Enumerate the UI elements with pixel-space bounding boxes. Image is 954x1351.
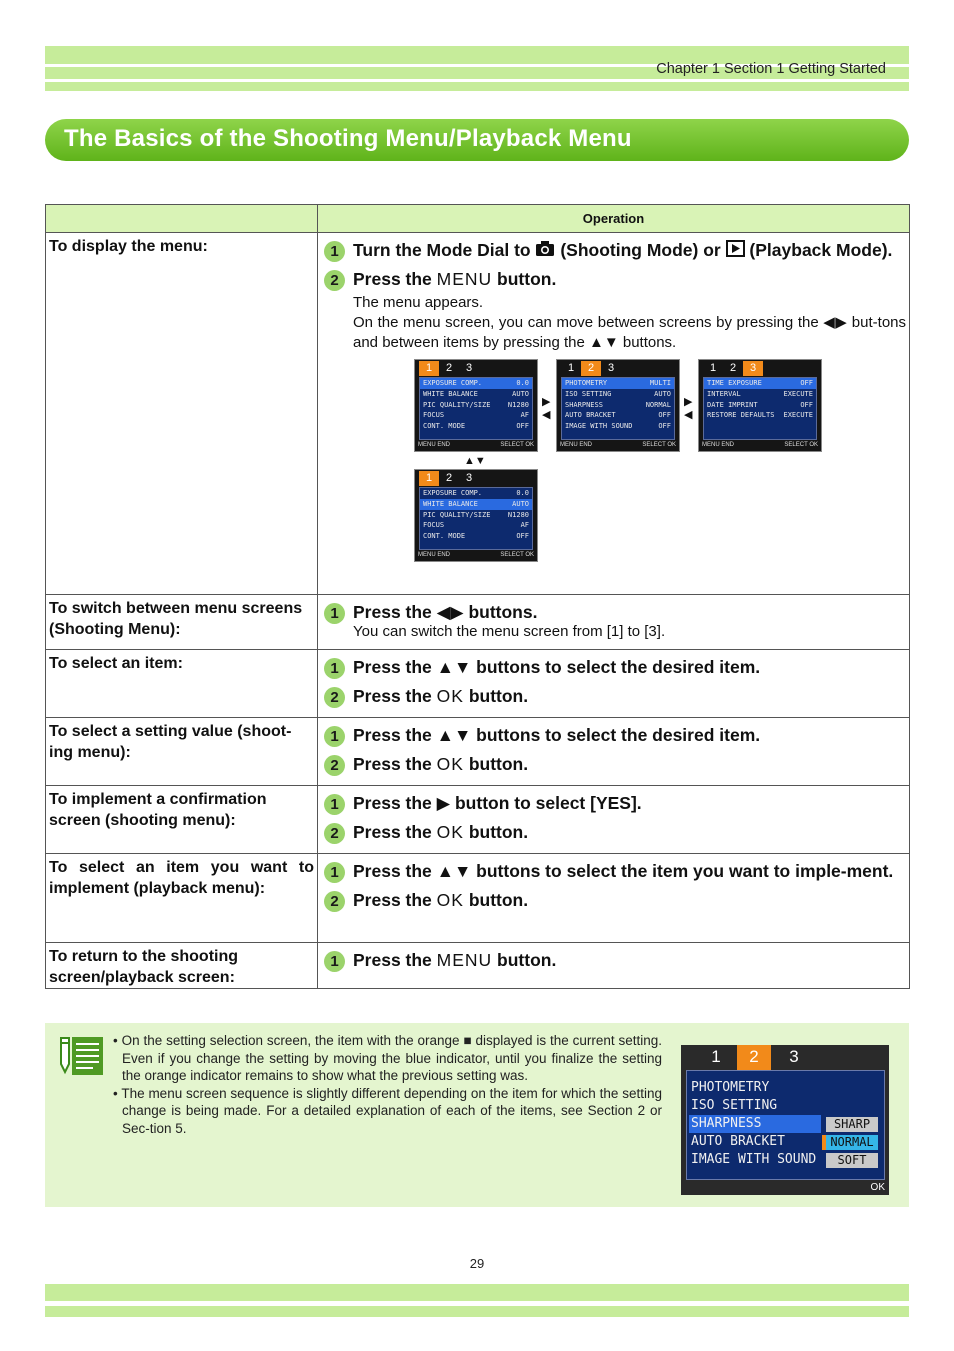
menu-screen-1-next-item: 1 2 3 EXPOSURE COMP. 0.0 WHITE BALANCE AUTO PIC QUALITY/SIZE N1280 FOCUS AF CONT. MODE OFF MENU END SELECT OK [414,469,538,562]
right-arrow-icon: ▶ [684,396,693,408]
row-label: To implement a confirmation screen (shooting menu): [46,786,318,854]
menu-screen-3: 1 2 3 TIME EXPOSURE OFF INTERVAL EXECUTE DATE IMPRINT OFF RESTORE DEFAULTS EXECUTE MENU END SELECT OK [698,359,822,452]
step-number: 1 [324,951,345,972]
setting-selection-screen [681,1045,889,1195]
footer-band-top [45,1284,909,1301]
row-operation [318,595,910,650]
row-operation [318,718,910,786]
menu-screen-2: 1 2 3 PHOTOMETRY MULTI ISO SETTING AUTO SHARPNESS NORMAL AUTO BRACKET OFF IMAGE WITH SOUND OFF MENU END SELECT OK [556,359,680,452]
camera-icon [535,240,555,260]
step: 2 Press the OK button. [324,821,906,844]
menu-screen-examples [324,359,906,565]
menu-key-label: MENU [436,269,493,289]
row-operation [318,650,910,718]
right-arrow-icon: ▶ [542,396,551,408]
value-option-highlighted: NORMAL [822,1135,878,1150]
header-band-bottom [45,82,909,91]
step-number: 2 [324,270,345,291]
step: 2 Press the OK button. [324,889,906,912]
step-number: 1 [324,862,345,883]
value-option: SHARP [826,1117,878,1132]
step-number: 1 [324,603,345,624]
left-right-arrows-icon: ◀▶ [823,314,848,331]
screen-footer-ok: OK [870,1182,885,1193]
step-note: The menu appears. On the menu screen, you can move between screens by pressing the ◀▶ but-tons and between items by pressing the ▲▼ buttons. [353,294,907,351]
table-row [46,233,910,595]
tip-text [113,1032,662,1137]
step: 1 Press the ◀▶ buttons. [324,601,906,624]
ok-key-label: OK [436,822,464,842]
row-label: To return to the shooting screen/playback screen: [46,943,318,989]
page-number: 29 [469,1256,485,1271]
playback-icon [726,240,745,260]
table-row [46,595,910,650]
row-label: To select an item you want to implement (playback menu): [46,854,318,943]
step: 1 Press the ▲▼ buttons to select the item you want to imple-ment. [324,860,906,883]
step: 1 Press the ▲▼ buttons to select the desired item. [324,656,906,679]
step: 2 Press the MENU button. [324,268,906,291]
row-operation [318,233,910,595]
ok-key-label: OK [436,890,464,910]
screen-item-selected: SHARPNESS [689,1115,821,1133]
screen-item: ISO SETTING [691,1098,778,1113]
row-operation [318,786,910,854]
menu-key-label: MENU [436,950,493,970]
step-number: 1 [324,726,345,747]
chapter-heading: Chapter 1 Section 1 Getting Started [656,61,886,77]
header-cell-operation: Operation [318,205,910,233]
footer-band-bottom [45,1306,909,1317]
up-down-arrows-icon: ▲▼ [588,334,619,351]
operations-table [45,204,910,989]
step-number: 2 [324,687,345,708]
step-number: 2 [324,823,345,844]
step: 2 Press the OK button. [324,753,906,776]
up-down-arrows-icon: ▲▼ [436,725,472,745]
screen-item: AUTO BRACKET [691,1134,785,1149]
step: 1 Press the MENU button. [324,949,906,972]
row-label: To switch between menu screens (Shooting Menu): [46,595,318,650]
screen-item: IMAGE WITH SOUND [691,1152,817,1167]
header-cell-empty [46,205,318,233]
ok-key-label: OK [436,754,464,774]
page-title: The Basics of the Shooting Menu/Playback Menu [64,125,632,152]
table-header-row [46,205,910,233]
up-down-arrows-icon: ▲▼ [464,455,486,467]
table-row [46,943,910,989]
row-label: To select an item: [46,650,318,718]
screen-tab: 3 [789,1047,799,1066]
tip-bullet: • On the setting selection screen, the item with the orange ■ displayed is the current setting. Even if you change the setting by moving the blue indicator, until you finalize the setting the orange indicator remains to show what the previous setting was. [113,1033,662,1083]
table-row [46,718,910,786]
section-title-banner [45,119,909,161]
step: 2 Press the OK button. [324,685,906,708]
table-row [46,854,910,943]
row-operation [318,854,910,943]
up-down-arrows-icon: ▲▼ [436,657,472,677]
ok-key-label: OK [436,686,464,706]
row-label: To select a setting value (shoot-ing menu): [46,718,318,786]
screen-tab-active: 2 [737,1045,771,1070]
value-option: SOFT [826,1153,878,1168]
up-down-arrows-icon: ▲▼ [436,861,472,881]
step: 1 Press the ▲▼ buttons to select the desired item. [324,724,906,747]
step-number: 2 [324,891,345,912]
left-right-arrows-icon: ◀▶ [436,602,464,622]
screen-tab: 1 [711,1047,721,1066]
table-row [46,650,910,718]
screen-menu-panel [686,1070,885,1180]
tip-box [45,1023,909,1207]
step-number: 1 [324,658,345,679]
left-arrow-icon: ◀ [684,409,693,421]
step-number: 2 [324,755,345,776]
step: 1 Turn the Mode Dial to (Shooting Mode) or (Playback Mode). [324,239,906,262]
step-note: You can switch the menu screen from [1] to [3]. [353,623,666,640]
menu-screen-1: 1 2 3 EXPOSURE COMP. 0.0 WHITE BALANCE AUTO PIC QUALITY/SIZE N1280 FOCUS AF CONT. MODE OFF MENU END SELECT OK [414,359,538,452]
right-arrow-icon: ▶ [436,793,451,813]
step: 1 Press the ▶ button to select [YES]. [324,792,906,815]
screen-item: PHOTOMETRY [691,1080,770,1095]
memo-icon [58,1034,106,1078]
left-arrow-icon: ◀ [542,409,551,421]
row-label: To display the menu: [46,233,318,595]
step-number: 1 [324,241,345,262]
table-row [46,786,910,854]
row-operation [318,943,910,989]
step-number: 1 [324,794,345,815]
tip-bullet: • The menu screen sequence is slightly different depending on the item for which the setting change is being made. For a detailed explanation of each of the items, see Section 2 or Sec-tion 5. [113,1085,662,1136]
